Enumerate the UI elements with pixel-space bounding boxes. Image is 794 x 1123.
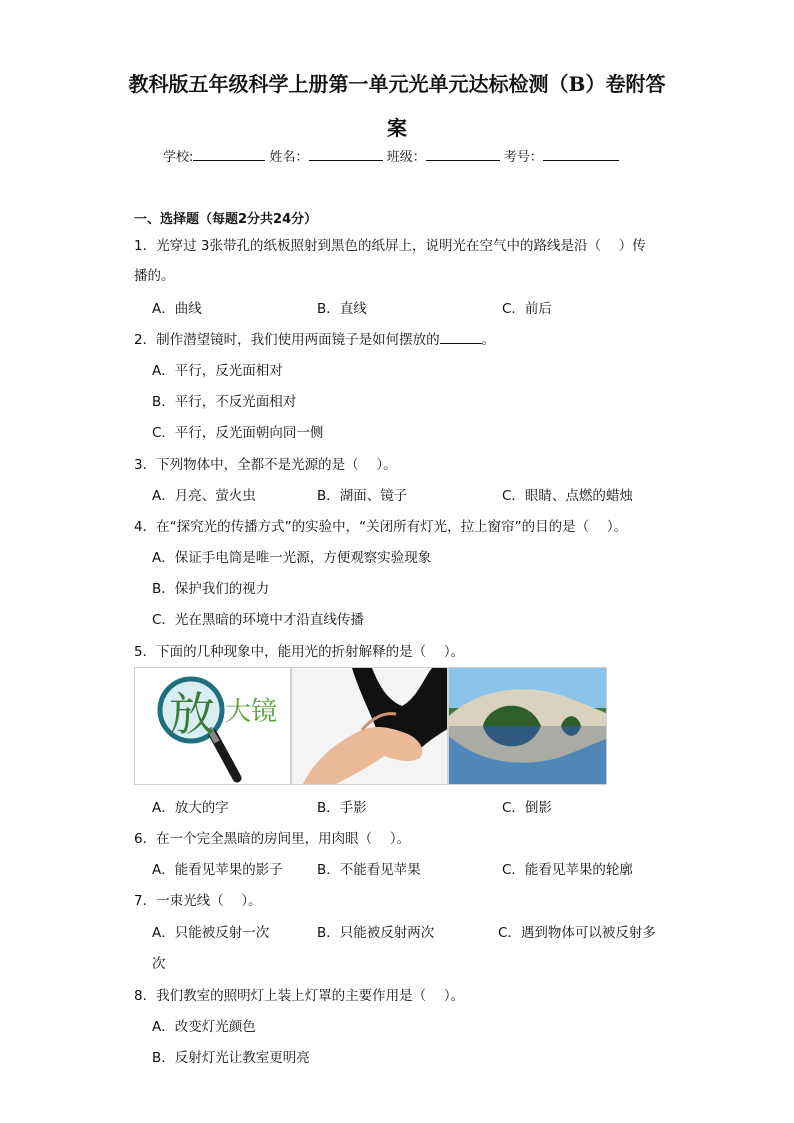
q7-stem: 7．一束光线（ ）。 <box>134 893 262 909</box>
q2-answer-blank[interactable] <box>440 331 482 344</box>
q1-stem-cont: 播的。 <box>134 268 175 284</box>
magnified-char: 放 <box>169 687 215 741</box>
q3-option-b[interactable]: B．湖面、镜子 <box>317 488 408 504</box>
q7-option-c[interactable]: C．遇到物体可以被反射多 <box>498 925 656 941</box>
q5-option-a[interactable]: A．放大的字 <box>152 800 229 816</box>
q4-option-a[interactable]: A．保证手电筒是唯一光源，方便观察实验现象 <box>152 550 432 566</box>
name-blank[interactable] <box>309 148 383 161</box>
q7-option-c-cont: 次 <box>152 956 166 972</box>
q5-option-c[interactable]: C．倒影 <box>502 800 552 816</box>
q3-stem: 3．下列物体中，全都不是光源的是（ ）。 <box>134 457 397 473</box>
q1-option-c[interactable]: C．前后 <box>502 301 552 317</box>
name-label: 姓名： <box>269 150 309 165</box>
magnifier-icon <box>135 668 291 785</box>
q2-stem <box>134 328 495 348</box>
q5-option-b[interactable]: B．手影 <box>317 800 367 816</box>
q6-option-c[interactable]: C．能看见苹果的轮廓 <box>502 862 633 878</box>
student-info-row <box>163 146 619 165</box>
school-blank[interactable] <box>193 148 265 161</box>
q7-option-b[interactable]: B．只能被反射两次 <box>317 925 435 941</box>
school-label: 学校: <box>163 150 194 165</box>
magnifier-image <box>134 667 291 785</box>
q2-stem-text: 2．制作潜望镜时，我们使用两面镜子是如何摆放的 <box>134 332 440 348</box>
q8-option-b[interactable]: B．反射灯光让教室更明亮 <box>152 1050 310 1066</box>
q2-option-c[interactable]: C．平行，反光面朝向同一侧 <box>152 425 324 441</box>
bridge-icon <box>449 668 607 785</box>
bridge-reflection-image <box>448 667 607 785</box>
q2-stem-end: 。 <box>481 332 496 348</box>
class-label: 班级： <box>386 150 426 165</box>
q8-stem: 8．我们教室的照明灯上装上灯罩的主要作用是（ ）。 <box>134 988 465 1004</box>
q8-option-a[interactable]: A．改变灯光颜色 <box>152 1019 256 1035</box>
hand-shadow-image <box>291 667 448 785</box>
q4-stem: 4．在“探究光的传播方式”的实验中，“关闭所有灯光，拉上窗帘”的目的是（ ）。 <box>134 519 628 535</box>
q2-option-b[interactable]: B．平行，不反光面相对 <box>152 394 297 410</box>
q1-option-a[interactable]: A．曲线 <box>152 301 202 317</box>
magnifier-text: 大镜 <box>225 697 278 727</box>
hand-shadow-icon <box>292 668 448 785</box>
q2-option-a[interactable]: A．平行，反光面相对 <box>152 363 283 379</box>
q7-option-a[interactable]: A．只能被反射一次 <box>152 925 270 941</box>
section-heading: 一、选择题（每题2分共24分） <box>134 212 318 227</box>
q4-option-c[interactable]: C．光在黑暗的环境中才沿直线传播 <box>152 612 364 628</box>
number-label: 考号： <box>503 150 543 165</box>
q5-stem: 5．下面的几种现象中，能用光的折射解释的是（ ）。 <box>134 644 465 660</box>
class-blank[interactable] <box>426 148 500 161</box>
q3-option-a[interactable]: A．月亮、萤火虫 <box>152 488 256 504</box>
page-title-continuation: 案 <box>387 116 407 140</box>
q6-stem: 6．在一个完全黑暗的房间里，用肉眼（ ）。 <box>134 831 411 847</box>
q6-option-a[interactable]: A．能看见苹果的影子 <box>152 862 283 878</box>
number-blank[interactable] <box>543 148 619 161</box>
q1-option-b[interactable]: B．直线 <box>317 301 367 317</box>
q3-option-c[interactable]: C．眼睛、点燃的蜡烛 <box>502 488 633 504</box>
q6-option-b[interactable]: B．不能看见苹果 <box>317 862 421 878</box>
q1-stem: 1．光穿过 3张带孔的纸板照射到黑色的纸屏上，说明光在空气中的路线是沿（ ）传 <box>134 238 646 254</box>
q4-option-b[interactable]: B．保护我们的视力 <box>152 581 270 597</box>
page-title: 教科版五年级科学上册第一单元光单元达标检测（B）卷附答 <box>128 72 666 96</box>
